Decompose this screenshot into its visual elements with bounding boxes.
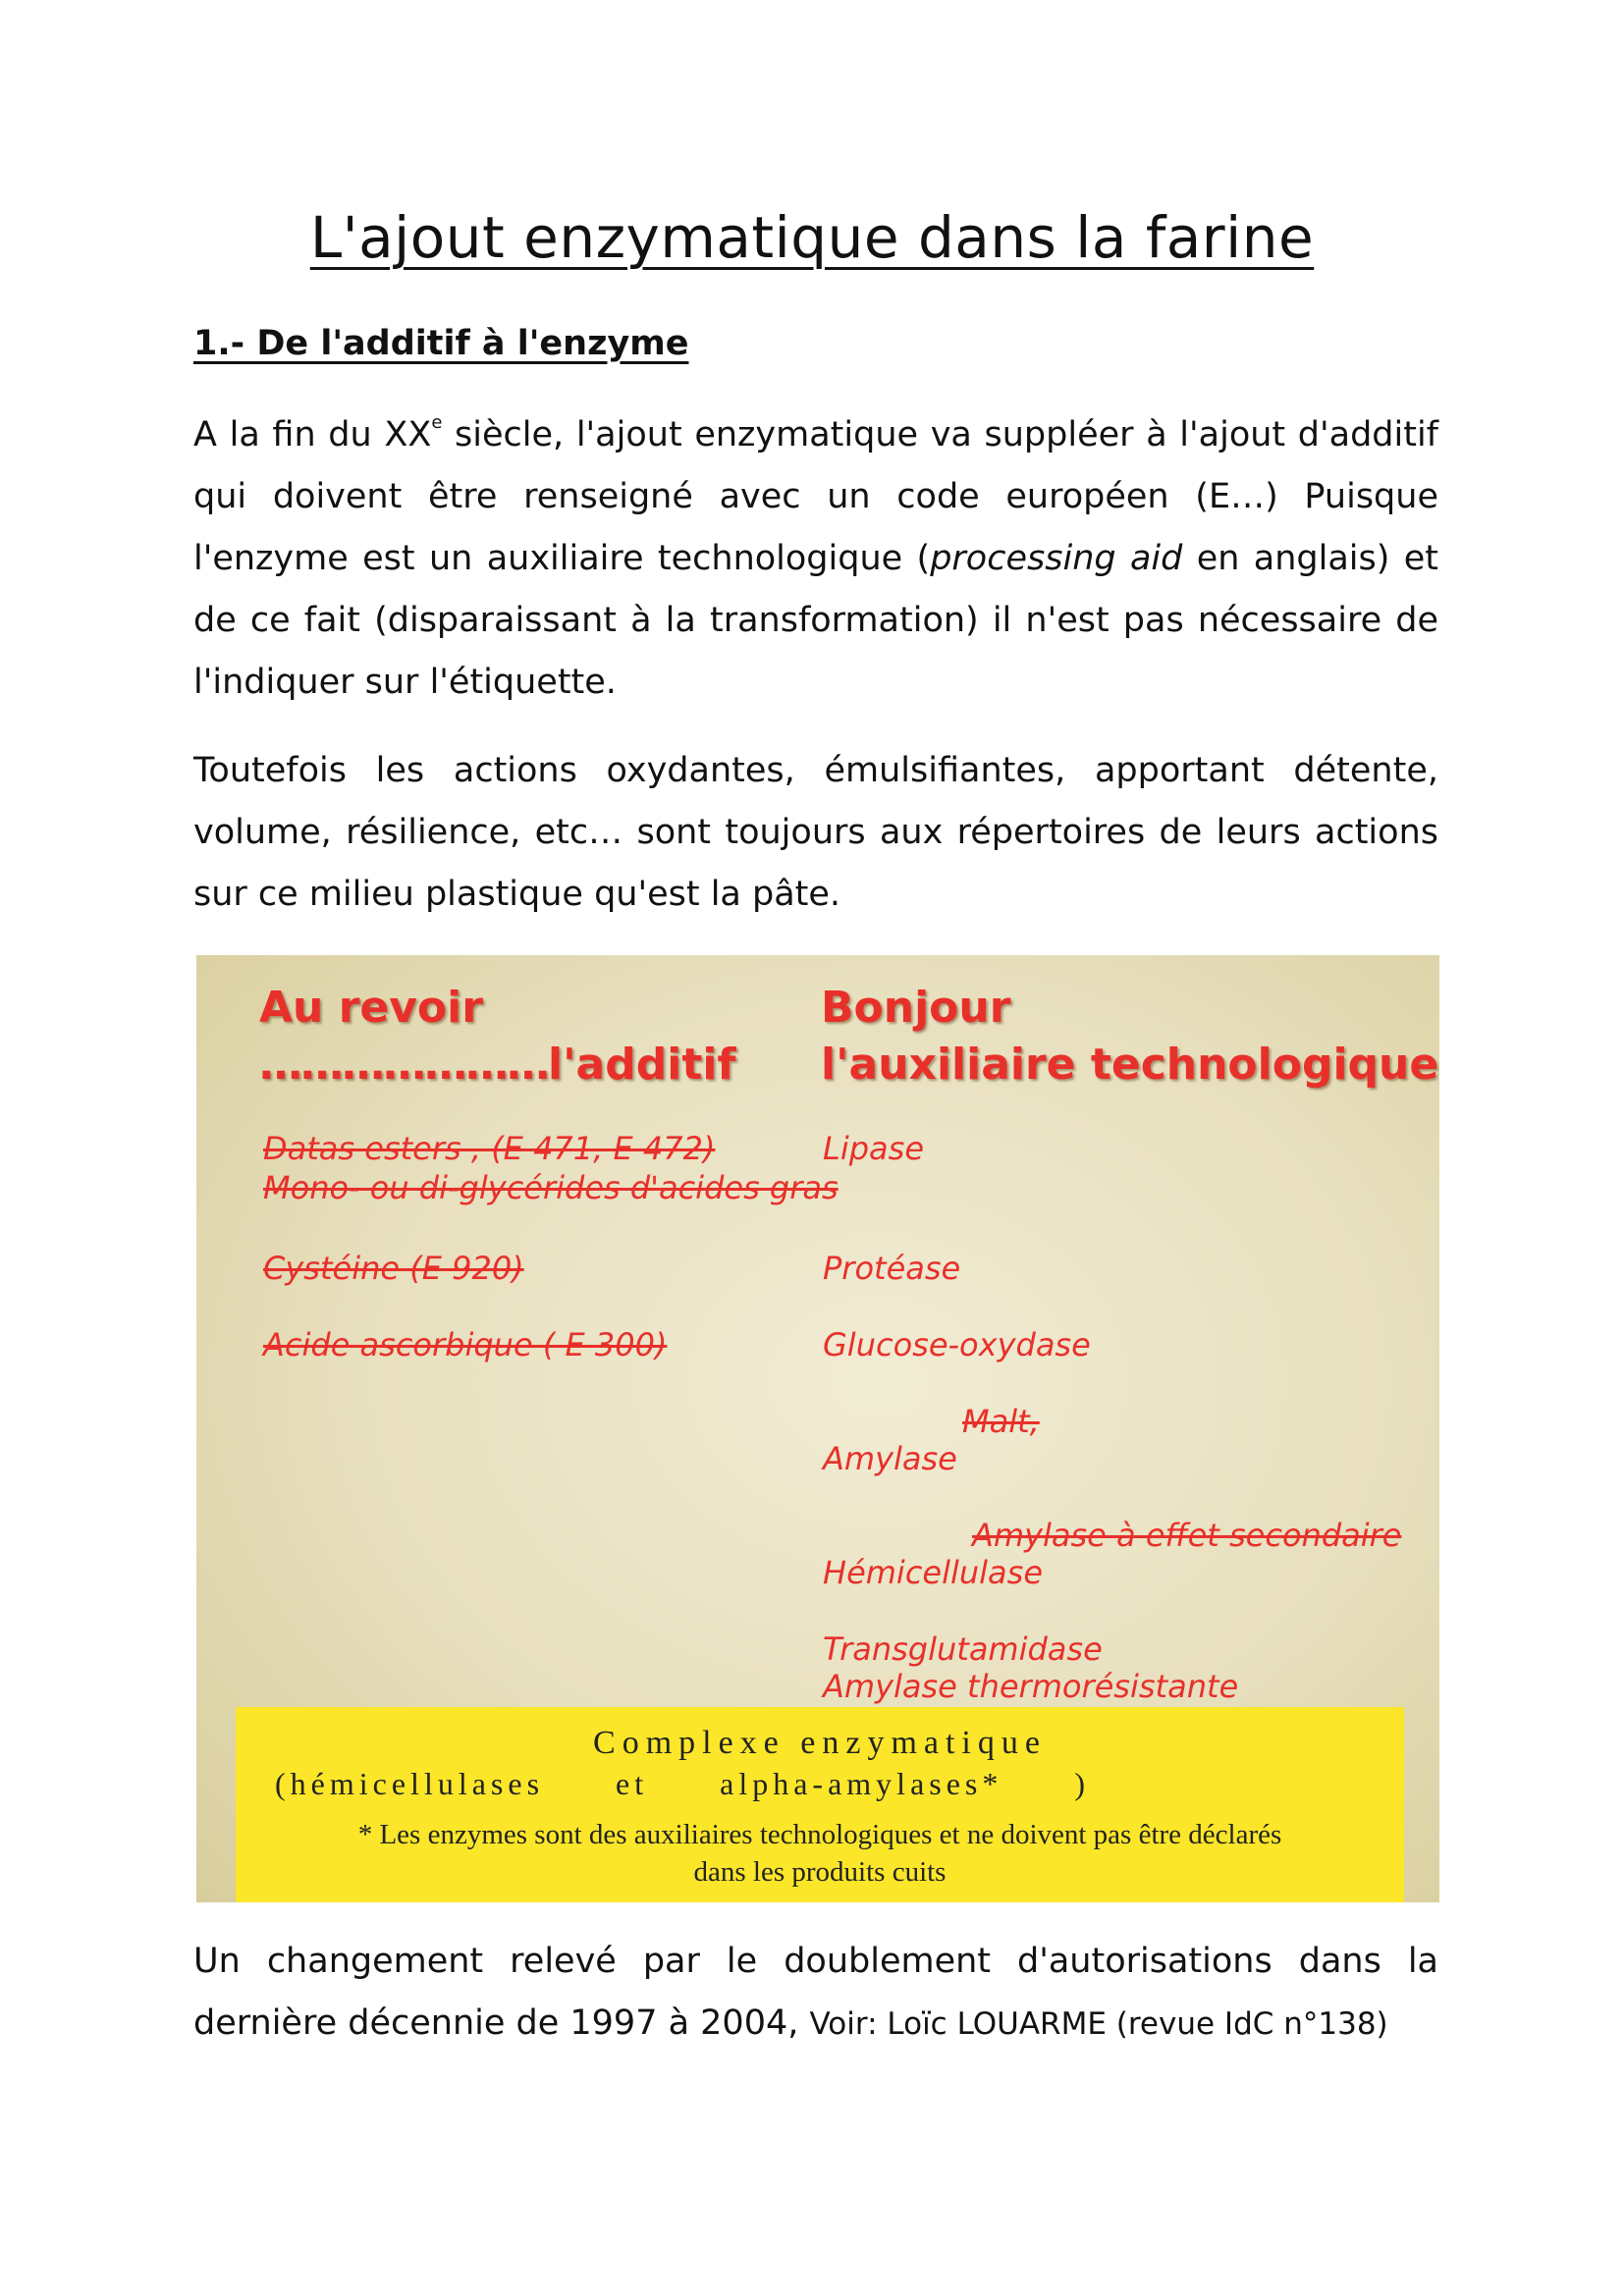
- page-title: L'ajout enzymatique dans la farine: [309, 204, 1315, 271]
- enzyme-complex-box: [236, 1707, 1404, 1902]
- intro-paragraph: [193, 404, 1438, 714]
- box-footnote-line2: dans les produits cuits: [693, 1856, 947, 1888]
- right-item-hemicellulase: Hémicellulase: [823, 1554, 1044, 1591]
- right-item-amylase-effet-secondaire: Amylase à effet secondaire: [972, 1517, 1402, 1554]
- left-header-additif: l'additif: [548, 1040, 736, 1090]
- reference-citation: Voir: Loïc LOUARME (revue IdC n°138): [809, 2006, 1388, 2042]
- left-header-dots: …………………: [259, 1040, 548, 1090]
- comparison-slide-image: [196, 955, 1439, 1902]
- p1-text-b: siècle, l'ajout enzymatique va suppléer à l'ajout d'additif qui doivent être renseigné avec un code européen (E…) Puisque l'enzyme est un auxiliaire technologique (: [193, 415, 1439, 578]
- right-item-malt: Malt,: [962, 1403, 1040, 1440]
- right-header-line2: l'auxiliaire technologique: [821, 1040, 1439, 1090]
- section-heading: 1.- De l'additif à l'enzyme: [193, 324, 689, 363]
- right-item-transglutamidase: Transglutamidase: [823, 1630, 1103, 1668]
- box-title: Complexe enzymatique: [593, 1725, 1047, 1761]
- conclusion-text: Un changement relevé par le doublement d'autorisations dans la dernière décennie de 1997 à 2004,: [193, 1942, 1438, 2043]
- left-item-glycerides: Mono- ou di-glycérides d'acides gras: [263, 1169, 839, 1206]
- p1-text-a: A la fin du XX: [193, 415, 432, 454]
- left-item-datas-esters: Datas esters , (E 471, E 472): [263, 1130, 716, 1167]
- box-footnote-line1: * Les enzymes sont des auxiliaires technologiques et ne doivent pas être déclarés: [357, 1819, 1282, 1850]
- right-item-amylase-thermoresistante: Amylase thermorésistante: [823, 1668, 1239, 1705]
- actions-paragraph: Toutefois les actions oxydantes, émulsifiantes, apportant détente, volume, résilience, etc… sont toujours aux répertoires de leurs actions sur ce milieu plastique qu'est la pâte.: [193, 751, 1438, 914]
- left-item-acide-ascorbique: Acide ascorbique ( E 300): [263, 1326, 668, 1363]
- p1-italic-term: processing aid: [930, 539, 1183, 578]
- left-header-line2: [259, 1040, 736, 1090]
- right-item-glucose-oxydase: Glucose-oxydase: [823, 1326, 1091, 1363]
- right-item-protease: Protéase: [823, 1250, 961, 1287]
- box-subtitle: (hémicellulases et alpha-amylases* ): [275, 1766, 1091, 1801]
- conclusion-paragraph: [193, 1931, 1438, 2056]
- left-header-line1: Au revoir: [259, 983, 483, 1033]
- p1-superscript: e: [431, 412, 443, 433]
- right-item-amylase: Amylase: [823, 1440, 957, 1477]
- right-header-line1: Bonjour: [821, 983, 1011, 1033]
- p1-text-c: en anglais) et de ce fait (disparaissant à la transformation) il n'est pas nécessaire de l'indiquer sur l'étiquette.: [193, 539, 1439, 702]
- right-item-lipase: Lipase: [823, 1130, 924, 1167]
- left-item-cysteine: Cystéine (E 920): [263, 1250, 524, 1287]
